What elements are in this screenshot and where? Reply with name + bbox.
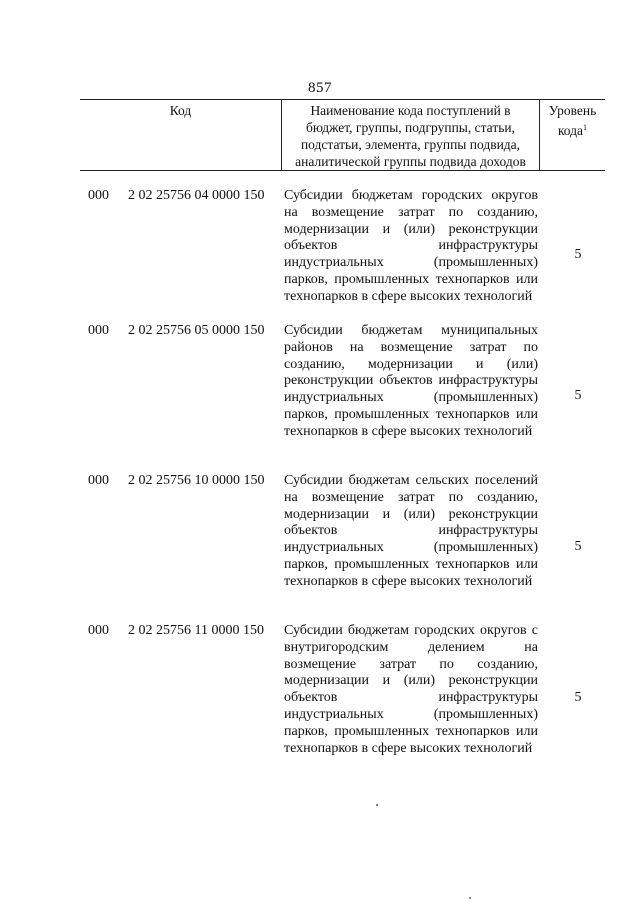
header-name-line: аналитической группы подвида доходов	[295, 154, 526, 169]
row-name: Субсидии бюджетам муниципальных районов на возмещение затрат по созданию, модернизации и (или) реконструкции объектов инфраструктуры индустриальных (промышленных) парков, промышленных технопарков или технопарков в сфере высоких технологий	[284, 323, 538, 439]
header-level-cell	[540, 100, 606, 171]
row-prefix: 000	[88, 473, 109, 488]
page-number: 857	[308, 80, 332, 96]
header-name-line: бюджет, группы, подгруппы, статьи,	[306, 120, 515, 135]
row-prefix: 000	[88, 323, 109, 338]
scan-speck	[376, 804, 378, 806]
header-level-label-2: кода$^1$	[557, 123, 588, 138]
row-level: 5	[574, 247, 582, 262]
header-code-label: Код	[169, 103, 192, 118]
scan-speck	[469, 897, 471, 899]
row-name: Субсидии бюджетам городских округов на возмещение затрат по созданию, модернизации и (или) реконструкции объектов инфраструктуры индустриальных (промышленных) парков, промышленных технопарков или технопарков в сфере высоких технологий	[284, 188, 538, 304]
row-level: 5	[574, 690, 582, 705]
row-code: 2 02 25756 11 0000 150	[128, 623, 264, 638]
row-code: 2 02 25756 05 0000 150	[128, 323, 265, 338]
header-name-line: подстатьи, элемента, группы подвида,	[300, 137, 521, 152]
table-header	[80, 99, 605, 171]
row-prefix: 000	[88, 623, 109, 638]
row-level: 5	[574, 539, 582, 554]
header-code-cell	[80, 100, 282, 171]
row-name: Субсидии бюджетам сельских поселений на возмещение затрат по созданию, модернизации и (или) реконструкции объектов инфраструктуры индустриальных (промышленных) парков, промышленных технопарков или технопарков в сфере высоких технологий	[284, 473, 538, 589]
footnote-marker: 1	[583, 123, 588, 132]
header-name-cell	[282, 100, 540, 171]
row-code: 2 02 25756 10 0000 150	[128, 473, 265, 488]
row-level: 5	[574, 388, 582, 403]
row-code: 2 02 25756 04 0000 150	[128, 188, 265, 203]
header-level-label: Уровень	[548, 103, 597, 118]
row-prefix: 000	[88, 188, 109, 203]
header-name-line: Наименование кода поступлений в	[310, 103, 511, 118]
row-name: Субсидии бюджетам городских округов с внутригородским делением на возмещение затрат по созданию, модернизации и (или) реконструкции объектов инфраструктуры индустриальных (промышленных) парков, промышленных технопарков или технопарков в сфере высоких технологий	[284, 623, 538, 756]
